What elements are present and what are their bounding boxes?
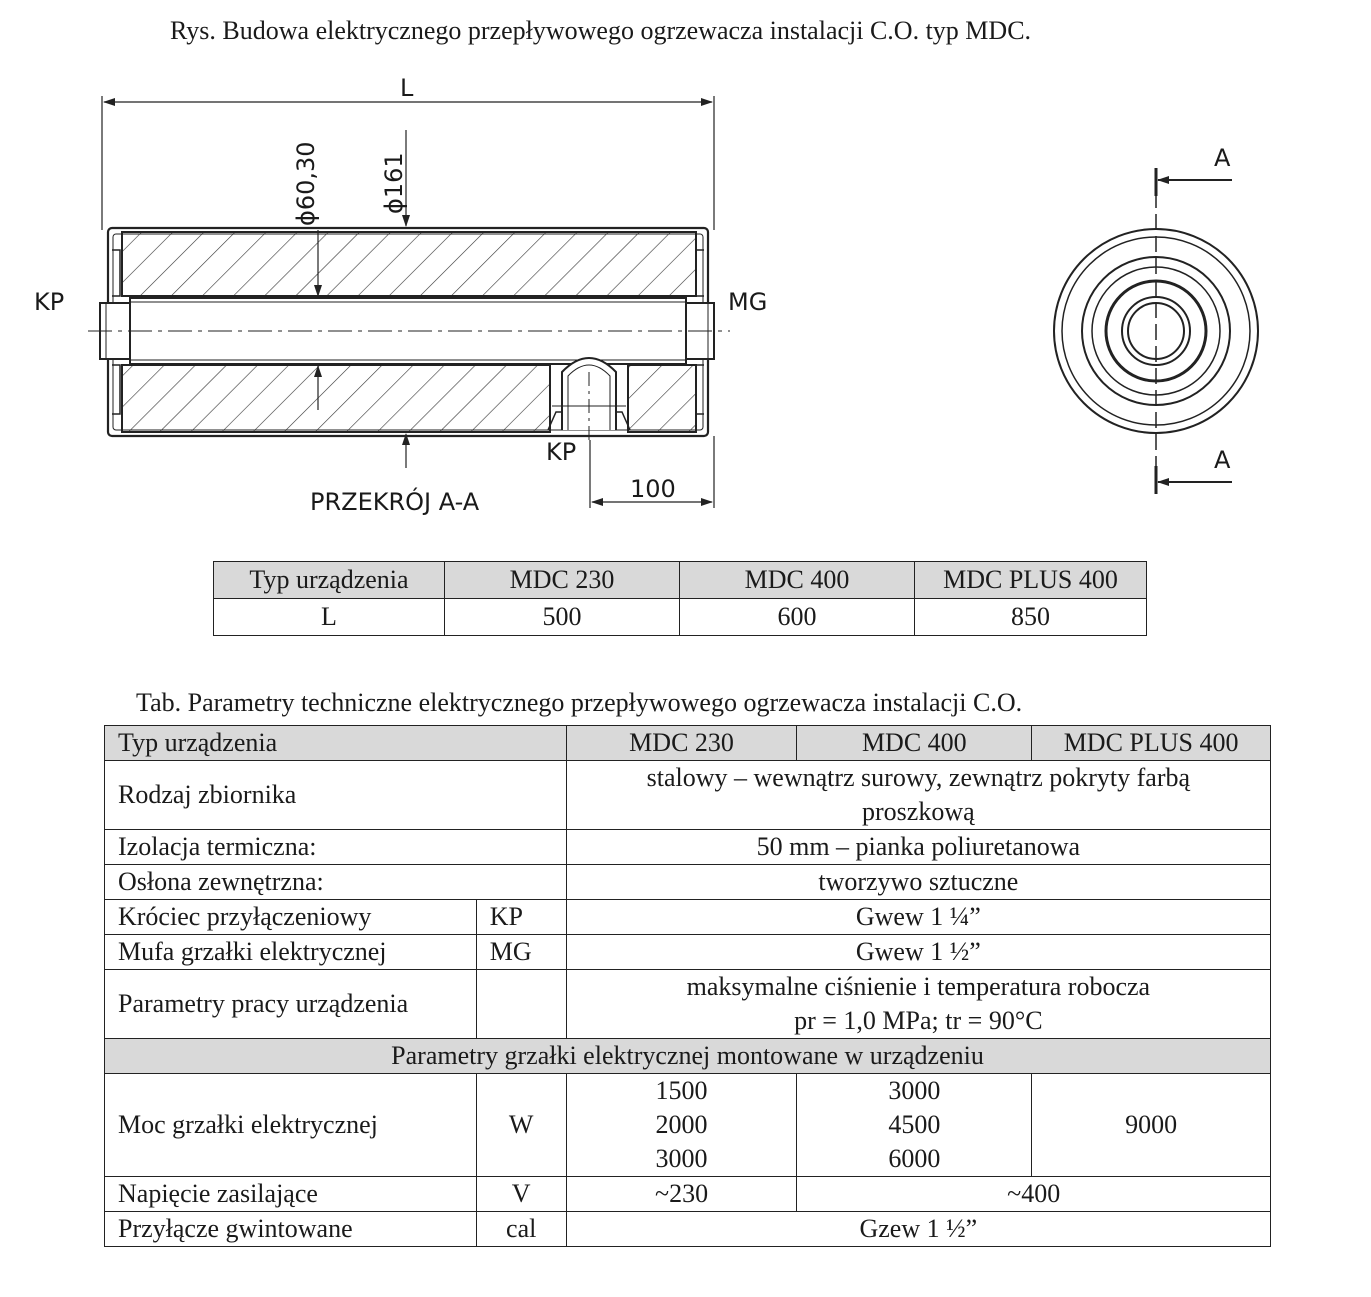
label-length: L	[400, 74, 414, 102]
header-cell: MDC 400	[797, 726, 1032, 761]
row-label: Izolacja termiczna:	[105, 830, 567, 865]
label-section: PRZEKRÓJ A-A	[310, 488, 480, 516]
value-line: stalowy – wewnątrz surowy, zewnątrz pokryty farbą	[646, 763, 1191, 792]
row-power	[105, 1074, 1271, 1177]
cell: 500	[445, 599, 680, 636]
row-label: Mufa grzałki elektrycznej	[105, 935, 477, 970]
value-line: 3000	[655, 1144, 708, 1173]
row-cover	[105, 865, 1271, 900]
row-value: 50 mm – pianka poliuretanowa	[566, 830, 1270, 865]
power-mdcplus400: 9000	[1032, 1074, 1271, 1177]
value-line: 3000	[888, 1076, 941, 1105]
spec-header-row	[105, 726, 1271, 761]
row-tank	[105, 761, 1271, 830]
row-insulation	[105, 830, 1271, 865]
row-value	[566, 761, 1270, 830]
label-kp-left: KP	[34, 288, 65, 316]
row-label: Moc grzałki elektrycznej	[105, 1074, 477, 1177]
row-label: Króciec przyłączeniowy	[105, 900, 477, 935]
table-caption: Tab. Parametry techniczne elektrycznego przepływowego ogrzewacza instalacji C.O.	[136, 688, 1023, 717]
value-line: maksymalne ciśnienie i temperatura robocza	[686, 972, 1151, 1001]
value-line: proszkową	[862, 797, 975, 826]
value-line: 1500	[655, 1076, 708, 1105]
label-diameter-inner: ϕ60,30	[292, 141, 320, 226]
label-mg: MG	[728, 288, 768, 316]
power-mdc400	[797, 1074, 1032, 1177]
row-value: Gzew 1 ½”	[566, 1212, 1270, 1247]
row-voltage	[105, 1177, 1271, 1212]
header-cell: MDC 400	[680, 562, 915, 599]
header-cell: MDC PLUS 400	[1032, 726, 1271, 761]
label-a-bottom: A	[1214, 446, 1231, 474]
section-header: Parametry grzałki elektrycznej montowane w urządzeniu	[105, 1039, 1271, 1074]
row-section-header	[105, 1039, 1271, 1074]
label-dim-100: 100	[630, 475, 676, 503]
label-a-top: A	[1214, 144, 1231, 172]
row-label: Napięcie zasilające	[105, 1177, 477, 1212]
row-thread	[105, 1212, 1271, 1247]
row-value: Gwew 1 ½”	[566, 935, 1270, 970]
power-mdc230	[566, 1074, 797, 1177]
cell: L	[214, 599, 445, 636]
cell: 850	[915, 599, 1147, 636]
figure-caption: Rys. Budowa elektrycznego przepływowego ogrzewacza instalacji C.O. typ MDC.	[170, 16, 1032, 45]
value-line: 4500	[888, 1110, 941, 1139]
row-symbol: MG	[476, 935, 566, 970]
row-unit: V	[476, 1177, 566, 1212]
value-line: 6000	[888, 1144, 941, 1173]
voltage-mdc230: ~230	[566, 1177, 797, 1212]
header-cell: MDC 230	[566, 726, 797, 761]
row-unit: W	[476, 1074, 566, 1177]
header-cell: Typ urządzenia	[105, 726, 567, 761]
row-symbol: KP	[476, 900, 566, 935]
row-label: Przyłącze gwintowane	[105, 1212, 477, 1247]
header-cell: MDC 230	[445, 562, 680, 599]
row-label: Parametry pracy urządzenia	[105, 970, 477, 1039]
header-cell: MDC PLUS 400	[915, 562, 1147, 599]
label-diameter-outer: ϕ161	[380, 152, 408, 214]
spec-table	[104, 725, 1271, 1247]
value-line: pr = 1,0 MPa; tr = 90°C	[794, 1006, 1043, 1035]
row-label: Rodzaj zbiornika	[105, 761, 567, 830]
length-table-row	[214, 599, 1147, 636]
row-symbol	[476, 970, 566, 1039]
length-table-header	[214, 562, 1147, 599]
row-label: Osłona zewnętrzna:	[105, 865, 567, 900]
label-kp-bottom: KP	[546, 438, 577, 466]
header-cell: Typ urządzenia	[214, 562, 445, 599]
row-unit: cal	[476, 1212, 566, 1247]
row-heater-socket	[105, 935, 1271, 970]
row-value: tworzywo sztuczne	[566, 865, 1270, 900]
section-view	[88, 96, 730, 508]
technical-drawing	[0, 0, 1371, 540]
voltage-mdc400-plus: ~400	[797, 1177, 1271, 1212]
row-operating	[105, 970, 1271, 1039]
value-line: 2000	[655, 1110, 708, 1139]
row-connector	[105, 900, 1271, 935]
cell: 600	[680, 599, 915, 636]
length-table	[213, 561, 1147, 636]
row-value	[566, 970, 1270, 1039]
row-value: Gwew 1 ¼”	[566, 900, 1270, 935]
